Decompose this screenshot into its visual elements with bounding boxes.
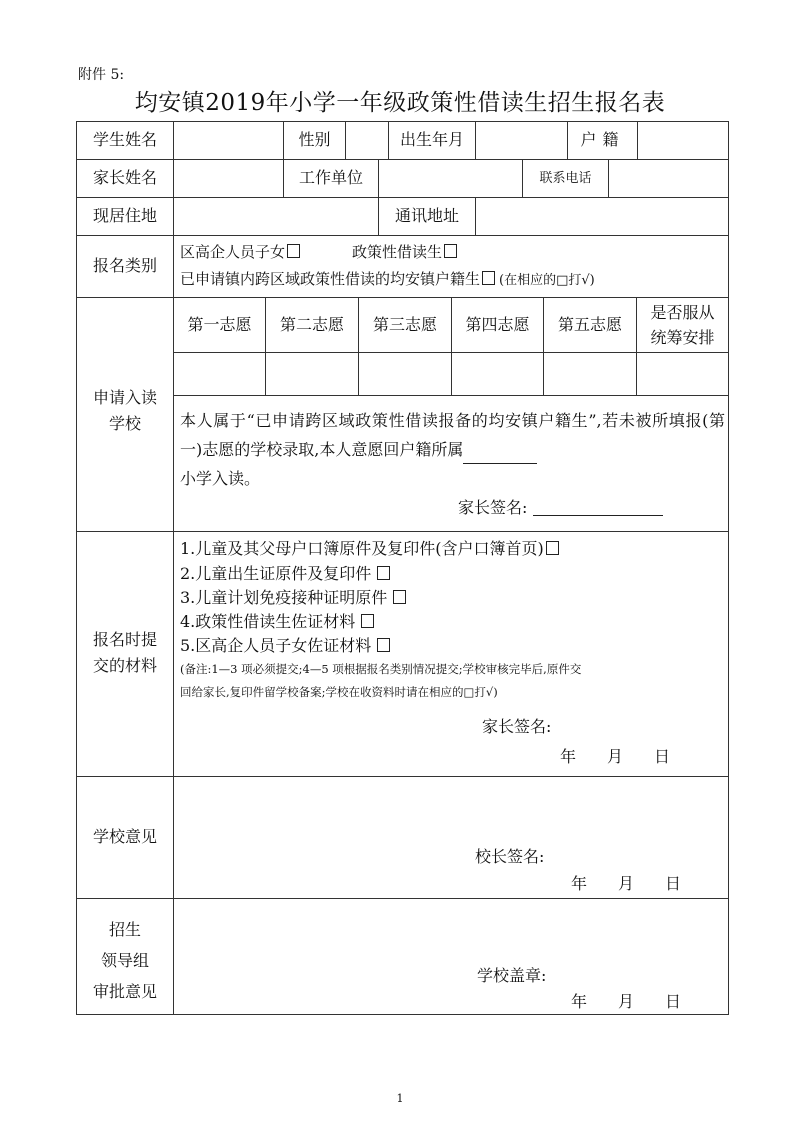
huji-label: 户籍: [580, 130, 625, 149]
materials-date-day: 日: [654, 747, 671, 766]
category-hint: (在相应的□打√): [499, 273, 595, 288]
table-right-border: [728, 121, 729, 1015]
cell-divider: [378, 159, 379, 197]
birth-date-label: 出生年月: [399, 130, 464, 149]
obey-arrangement-line1: 是否服从: [650, 303, 715, 322]
row-divider: [76, 776, 729, 777]
material-item-1[interactable]: [180, 541, 559, 557]
statement-text-end: 小学入读。: [180, 469, 261, 488]
leader-date-year: 年: [571, 992, 588, 1011]
workplace-label: 工作单位: [298, 168, 363, 187]
home-school-blank[interactable]: [463, 449, 537, 464]
materials-parent-signature: 家长签名:: [482, 717, 552, 736]
school-stamp: 学校盖章:: [477, 966, 547, 985]
gender-label: 性别: [298, 130, 331, 149]
cell-divider: [475, 121, 476, 159]
cell-divider: [475, 197, 476, 235]
row-divider: [173, 395, 729, 396]
materials-date-year: 年: [560, 747, 577, 766]
checkbox[interactable]: [444, 244, 457, 258]
cell-divider: [451, 297, 452, 395]
mail-address-label: 通讯地址: [394, 206, 459, 225]
school-statement: [180, 406, 725, 493]
checkbox[interactable]: [377, 638, 390, 652]
school-parent-signature: [458, 500, 663, 516]
row-divider: [76, 235, 729, 236]
choice-header-1: 第一志愿: [187, 315, 252, 334]
phone-label: 联系电话: [539, 171, 592, 186]
checkbox[interactable]: [287, 244, 300, 258]
category-label: 报名类别: [92, 256, 157, 275]
category-option-enterprise[interactable]: [180, 244, 300, 260]
checkbox[interactable]: [546, 541, 559, 555]
leader-date-month: 月: [618, 992, 635, 1011]
leader-label-line3: 审批意见: [92, 982, 157, 1001]
row-divider: [76, 159, 729, 160]
principal-signature: 校长签名:: [475, 847, 545, 866]
page-title: 均安镇2019年小学一年级政策性借读生招生报名表: [134, 90, 666, 116]
school-label-line2: 学校: [108, 414, 141, 433]
material-item-4[interactable]: [180, 614, 374, 630]
category-option-policy[interactable]: [352, 244, 457, 260]
school-opinion-date-month: 月: [618, 874, 635, 893]
row-divider: [76, 197, 729, 198]
student-name-label: 学生姓名: [92, 130, 157, 149]
material-item-5[interactable]: [180, 638, 390, 654]
cell-divider: [637, 121, 638, 159]
item-text: 2.儿童出生证原件及复印件: [180, 564, 372, 583]
checkbox[interactable]: [393, 590, 406, 604]
checkbox[interactable]: [361, 614, 374, 628]
attachment-label: 附件 5:: [78, 67, 125, 83]
item-text: 1.儿童及其父母户口簿原件及复印件(含户口簿首页): [180, 539, 544, 558]
option-text: 已申请镇内跨区域政策性借读的均安镇户籍生: [180, 270, 481, 288]
school-label-line1: 申请入读: [92, 388, 157, 407]
label-column-divider: [173, 121, 174, 1015]
leader-date-day: 日: [665, 992, 682, 1011]
option-text: 区高企人员子女: [180, 243, 286, 261]
option-text: 政策性借读生: [352, 243, 443, 261]
row-divider: [76, 531, 729, 532]
choice-header-3: 第三志愿: [372, 315, 437, 334]
obey-arrangement-line2: 统筹安排: [650, 328, 715, 347]
materials-date-month: 月: [607, 747, 624, 766]
materials-label-line1: 报名时提: [92, 630, 157, 649]
table-left-border: [76, 121, 77, 1015]
school-opinion-date-day: 日: [665, 874, 682, 893]
materials-label-line2: 交的材料: [92, 656, 157, 675]
school-opinion-date-year: 年: [571, 874, 588, 893]
leader-label-line2: 领导组: [100, 951, 149, 970]
cell-divider: [345, 121, 346, 159]
page-number: 1: [396, 1092, 404, 1105]
material-item-3[interactable]: [180, 590, 406, 606]
school-opinion-label: 学校意见: [92, 827, 157, 846]
materials-note-line2: 回给家长,复印件留学校备案;学校在收资料时请在相应的□打√): [180, 685, 498, 699]
signature-label: 家长签名:: [458, 498, 528, 517]
choice-header-5: 第五志愿: [557, 315, 622, 334]
choice-header-2: 第二志愿: [279, 315, 344, 334]
choice-header-4: 第四志愿: [465, 315, 530, 334]
cell-divider: [543, 297, 544, 395]
cell-divider: [358, 297, 359, 395]
residence-label: 现居住地: [92, 206, 157, 225]
item-text: 5.区高企人员子女佐证材料: [180, 636, 372, 655]
leader-label-line1: 招生: [108, 920, 141, 939]
cell-divider: [608, 159, 609, 197]
checkbox[interactable]: [482, 271, 495, 285]
row-divider: [76, 297, 729, 298]
materials-note-line1: (备注:1—3 项必须提交;4—5 项根据报名类别情况提交;学校审核完毕后,原件交: [180, 662, 582, 676]
parent-name-label: 家长姓名: [92, 168, 157, 187]
row-divider: [76, 898, 729, 899]
category-option-local[interactable]: [180, 271, 595, 287]
item-text: 3.儿童计划免疫接种证明原件: [180, 588, 388, 607]
statement-text: 本人属于“已申请跨区域政策性借读报备的均安镇户籍生”,若未被所填报(第一)志愿的学校录取,本人意愿回户籍所属: [180, 411, 725, 459]
item-text: 4.政策性借读生佐证材料: [180, 612, 356, 631]
signature-line[interactable]: [533, 501, 663, 516]
checkbox[interactable]: [377, 566, 390, 580]
cell-divider: [265, 297, 266, 395]
material-item-2[interactable]: [180, 566, 390, 582]
